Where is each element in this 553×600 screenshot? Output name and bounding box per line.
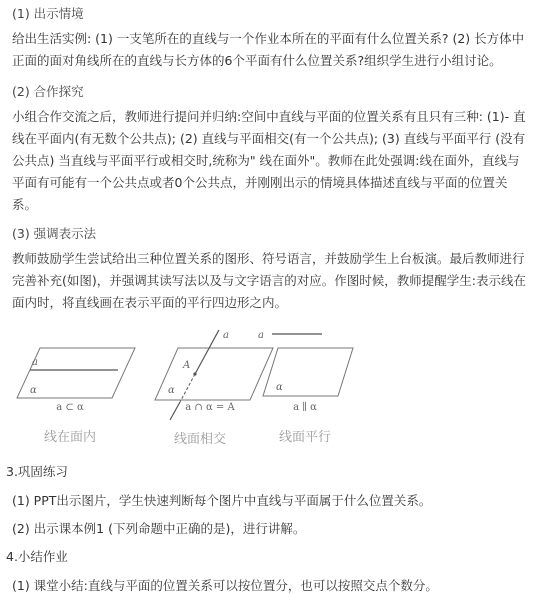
section-heading-2: (2) 合作探究: [12, 84, 84, 99]
plane-label: α: [168, 385, 175, 396]
section-heading-1: (1) 出示情境: [12, 6, 84, 21]
plane-label: α: [30, 385, 37, 396]
plane-label: α: [276, 382, 283, 393]
line-a-hidden: [180, 374, 195, 402]
paragraph-1: [12, 28, 542, 72]
caption-line-in-plane: 线在面内: [43, 430, 96, 445]
paragraph-line: 系。: [12, 197, 38, 212]
formula-line-in-plane: a ⊂ α: [56, 402, 84, 413]
paragraph-line: 教师鼓励学生尝试给出三种位置关系的图形、符号语言，并鼓励学生上台板演。最后教师进行: [12, 251, 525, 266]
line-plane-diagrams: [10, 330, 430, 460]
paragraph-line: 面内时，将直线画在表示平面的平行四边形之内。: [12, 295, 288, 310]
list-item-3-2: (2) 出示课本例1 (下列命题中正确的是)，进行讲解。: [12, 521, 306, 536]
caption-line-parallel-plane: 线面平行: [278, 430, 331, 445]
formula-line-parallel-plane: a ∥ α: [293, 402, 317, 413]
paragraph-line: 公共点) 当直线与平面平行或相交时,统称为" 线在面外"。教师在此处强调:线在面外，直线与: [12, 153, 520, 168]
intersection-point: [193, 372, 196, 375]
section-heading-3: (3) 强调表示法: [12, 226, 97, 241]
paragraph-line: 完善补充(如图)，并强调其读写法以及与文字语言的对应。作图时候，教师提醒学生:表示线在: [12, 273, 526, 288]
line-a-upper: [195, 330, 220, 374]
line-label: a: [258, 330, 264, 341]
paragraph-line: 线在平面内(有无数个公共点); (2) 直线与平面相交(有一个公共点); (3) 直线与平面平行 (没有: [12, 131, 526, 146]
paragraph-line: 正面的面对角线所在的直线与长方体的6个平面有什么位置关系?组织学生进行小组讨论。: [12, 53, 502, 68]
section-heading-summary: 4.小结作业: [6, 549, 68, 564]
caption-line-intersects-plane: 线面相交: [173, 432, 226, 447]
section-heading-consolidation: 3.巩固练习: [6, 464, 68, 479]
line-label: a: [32, 357, 38, 368]
paragraph-line: 平面有可能有一个公共点或者0个公共点，并刚刚出示的情境具体描述直线与平面的位置关: [12, 175, 508, 190]
paragraph-3: [12, 248, 542, 314]
point-label: A: [183, 360, 191, 371]
line-label: a: [223, 330, 229, 341]
list-item-3-1: (1) PPT出示图片，学生快速判断每个图片中直线与平面属于什么位置关系。: [12, 493, 432, 508]
formula-line-intersects-plane: a ∩ α = A: [185, 402, 235, 413]
paragraph-2: [12, 106, 542, 216]
diagram-line-in-plane: [17, 348, 135, 398]
paragraph-line: 给出生活实例: (1) 一支笔所在的直线与一个作业本所在的平面有什么位置关系? (2) 长方体中: [12, 31, 525, 46]
paragraph-line: 小组合作交流之后，教师进行提问并归纳:空间中直线与平面的位置关系有且只有三种: (1)- 直: [12, 109, 526, 124]
list-item-4-1: (1) 课堂小结:直线与平面的位置关系可以按位置分，也可以按照交点个数分。: [12, 578, 438, 593]
diagram-line-parallel-plane: [258, 330, 353, 396]
